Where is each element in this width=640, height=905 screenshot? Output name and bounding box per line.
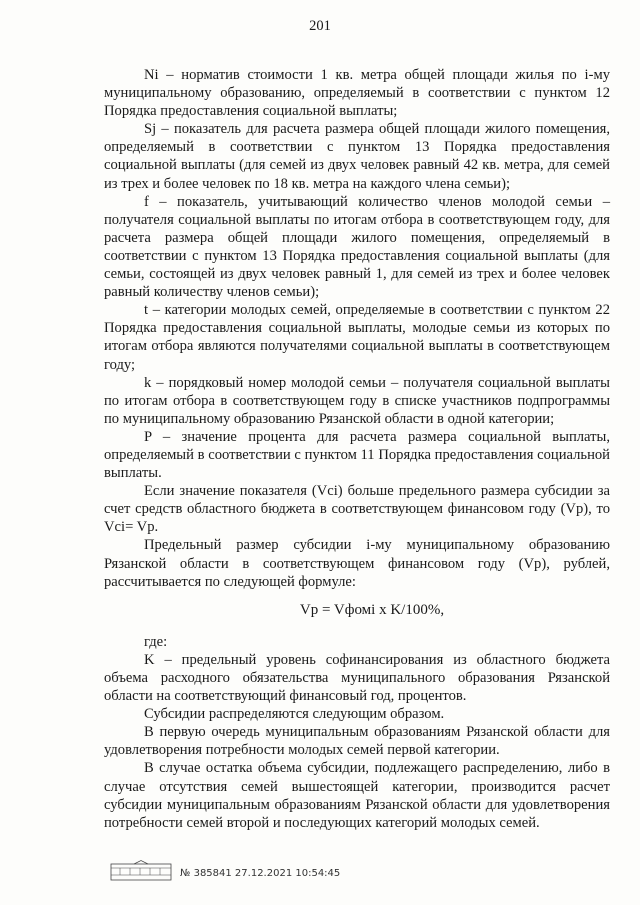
paragraph-sj: Sj – показатель для расчета размера общей площади жилого помещения, определяемый в соответствии с пунктом 13 Порядка предоставления социальной выплаты (для семей из двух человек равный 42 кв. метра, для семей из трех и более человек по 18 кв. метра на каждого члена семьи); (104, 121, 610, 192)
paragraph-k: k – порядковый номер молодой семьи – получателя социальной выплаты по итогам отбора в соответствующем году в списке участников подпрограммы по муниципальному образованию Рязанской области в одной категории; (104, 374, 610, 427)
where-label: где: (144, 633, 168, 650)
paragraph-t: t – категории молодых семей, определяемые в соответствии с пунктом 22 Порядка предоставления социальной выплаты, молодые семьи из которых по итогам отбора являются получателями социальной выплаты в соответствующем году; (104, 302, 610, 373)
formula: Vp = Vфомi x K/100%, (299, 601, 445, 618)
paragraph-distribution: Субсидии распределяются следующим образом. (144, 706, 445, 723)
paragraph-first-category: В первую очередь муниципальным образованиям Рязанской области для удовлетворения потребности молодых семей первой категории. (104, 724, 610, 759)
paragraph-f: f – показатель, учитывающий количество членов молодой семьи – получателя социальной выплаты по итогам отбора в соответствующем году, для расчета размера общей площади жилого помещения, определяемый в соответствии с пунктом 13 Порядка предоставления социальной выплаты (для семьи, состоящей из двух человек равный 1, для семей из трех и более человек равный количеству членов семьи); (104, 193, 610, 301)
paragraph-ni: Ni – норматив стоимости 1 кв. метра общей площади жилья по i-му муниципальному образованию, определяемый в соответствии с пунктом 12 Порядка предоставления социальной выплаты; (104, 67, 610, 120)
paragraph-k-level: K – предельный уровень софинансирования из областного бюджета объема расходного обязательства муниципального образования Рязанской области на соответствующий финансовый год, процентов. (104, 651, 610, 705)
paragraph-remainder: В случае остатка объема субсидии, подлежащего распределению, либо в случае отсутствия семей вышестоящей категории, производится расчет субсидии муниципальным образованиям Рязанской области для удовлетворения потребности семей второй и последующих категорий молодых семей. (104, 760, 610, 831)
registry-stamp-icon (110, 860, 172, 882)
paragraph-p: P – значение процента для расчета размера социальной выплаты, определяемый в соответствии с пунктом 11 Порядка предоставления социальной выплаты. (104, 428, 610, 482)
page-number: 201 (309, 18, 331, 34)
paragraph-vp-definition: Предельный размер субсидии i-му муниципальному образованию Рязанской области в соответствующем финансовом году (Vp), рублей, рассчитывается по следующей формуле: (104, 537, 610, 590)
document-body (104, 66, 610, 832)
paragraph-vci-condition: Если значение показателя (Vci) больше предельного размера субсидии за счет средств областного бюджета в соответствующем финансовом году (Vp), то Vci= Vp. (104, 483, 610, 536)
registration-number: № 385841 27.12.2021 10:54:45 (180, 868, 341, 879)
